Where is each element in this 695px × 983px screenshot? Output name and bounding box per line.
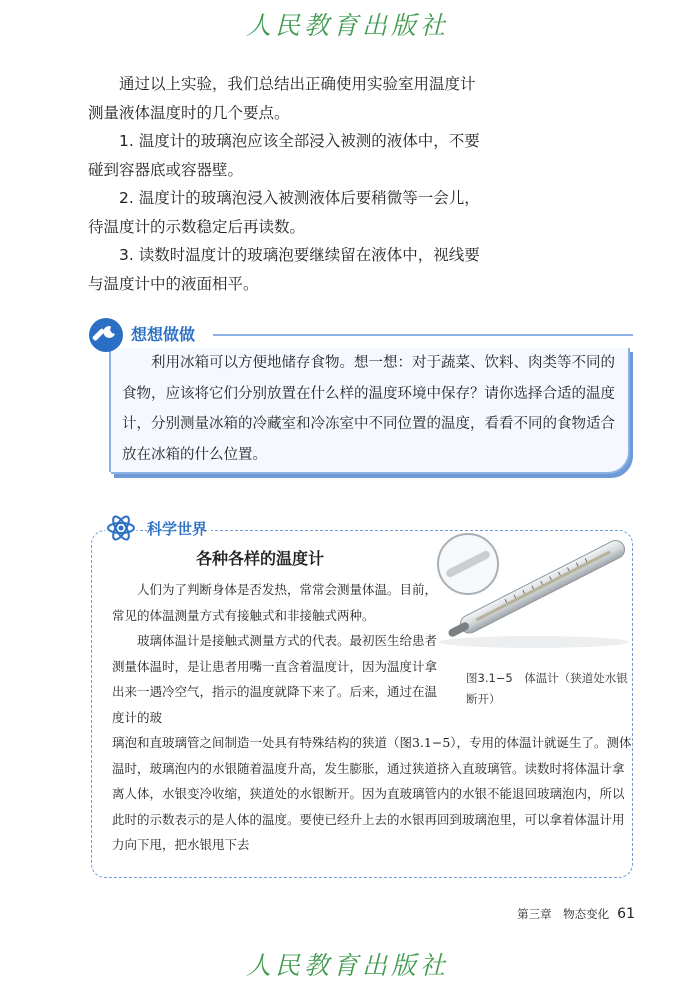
science-text (112, 577, 632, 858)
article-title: 各种各样的温度计 (196, 549, 325, 568)
publisher-header: 人民教育出版社 (245, 11, 449, 40)
science-p2-a: 玻璃体温计是接触式测量方式的代表。最初医生给患者测量体温时，是让患者用嘴一直含着温度计，因为温度计拿出来一遇冷空气，指示的温度就降下来了。后来，通过在温度计的玻 (112, 633, 438, 725)
think-title: 想想做做 (131, 325, 196, 344)
figure-caption: 图3.1−5 体温计（狭道处水银断开） (466, 671, 628, 706)
chapter-label: 第三章 物态变化 (517, 907, 610, 921)
science-p2-b: 璃泡和直玻璃管之间制造一处具有特殊结构的狭道（图3.1−5），专用的体温计就诞生了。测体温时，玻璃泡内的水银随着温度升高，发生膨胀，通过狭道挤入直玻璃管。读数时将体温计拿离人体，水银变冷收缩，狭道处的水银断开。因为直玻璃管内的水银不能退回玻璃泡内，所以此时的示数表示的是人体的温度。要使已经升上去的水银再回到玻璃泡里，可以拿着体温计用力向下甩，把水银甩下去 (112, 735, 632, 852)
publisher-footer: 人民教育出版社 (245, 951, 449, 980)
page-number: 61 (617, 906, 635, 922)
point-3: 3. 读数时温度计的玻璃泡要继续留在液体中，视线要与温度计中的液面相平。 (88, 246, 480, 293)
atom-icon (105, 512, 137, 544)
intro-section (88, 70, 488, 298)
think-text: 利用冰箱可以方便地储存食物。想一想：对于蔬菜、饮料、肉类等不同的食物，应该将它们分别放置在什么样的温度环境中保存？请你选择合适的温度计，分别测量冰箱的冷藏室和冷冻室中不同位置的温度，看看不同的食物适合放在冰箱的什么位置。 (122, 355, 615, 463)
think-divider (213, 334, 633, 336)
page-footer (470, 906, 635, 922)
wrench-icon (89, 318, 123, 352)
think-text-block (122, 348, 618, 470)
point-1: 1. 温度计的玻璃泡应该全部浸入被测的液体中，不要碰到容器底或容器壁。 (88, 132, 480, 179)
point-2: 2. 温度计的玻璃泡浸入被测液体后要稍微等一会儿，待温度计的示数稳定后再读数。 (88, 189, 480, 236)
science-title: 科学世界 (147, 518, 211, 539)
science-p1: 人们为了判断身体是否发热，常常会测量体温。目前，常见的体温测量方式有接触式和非接触式两种。 (112, 582, 438, 623)
intro-lead: 通过以上实验，我们总结出正确使用实验室用温度计测量液体温度时的几个要点。 (88, 75, 476, 122)
